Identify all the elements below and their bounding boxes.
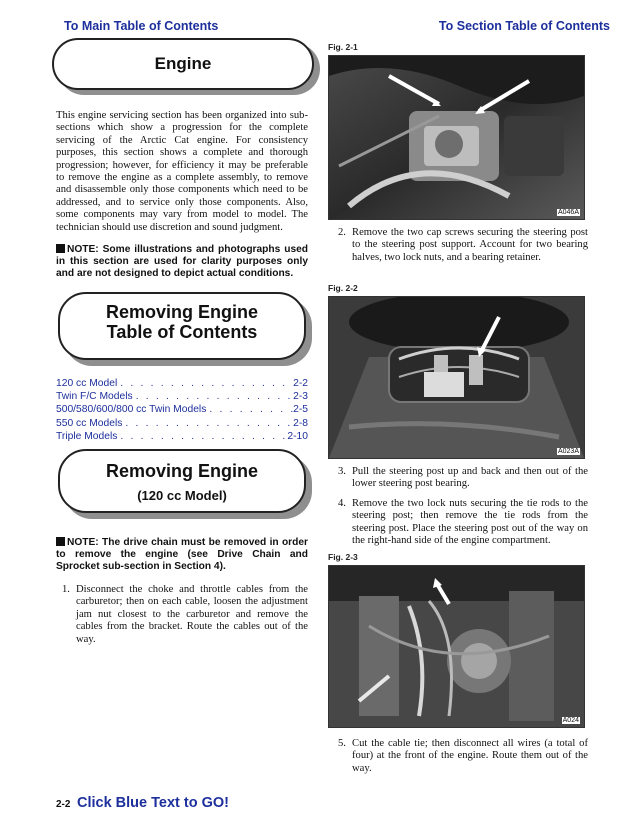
step-number: 5. xyxy=(338,738,346,749)
fig-2-1-code: A046A xyxy=(557,209,579,216)
toc-leader xyxy=(206,403,293,416)
toc-item-page: 2-10 xyxy=(287,430,308,442)
step-number: 3. xyxy=(338,466,346,477)
step-2 xyxy=(338,227,588,264)
removing-toc-heading-box xyxy=(58,292,306,360)
fig-2-3-code: A024 xyxy=(562,717,579,724)
removing-120-heading-box xyxy=(58,449,306,513)
toc-leader xyxy=(117,430,287,443)
intro-paragraph: This engine servicing section has been organized into sub-sections which show a progression for the complete servicing of the Arctic Cat engine. For consistency purposes, this section shows a complete and thorough progression; however, for efficiency it may be preferable to remove the engine as a complete assembly, to remove and disassemble only those components which need to be addressed, and to service only those components. Also, some components may vary from model to model. The technician should use discretion and sound judgment. xyxy=(56,110,308,233)
removing-120-heading-line1: Removing Engine xyxy=(105,461,258,481)
toc-item-label: 550 cc Models xyxy=(56,417,123,429)
toc-leader xyxy=(117,377,293,390)
toc-item-twin-models[interactable] xyxy=(56,403,308,416)
fig-2-1-photo xyxy=(328,55,585,220)
note-illustrations-text: NOTE: Some illustrations and photographs used in this section are used for clarity purposes only and are not designed to depict actual conditions. xyxy=(56,244,308,279)
main-toc-link[interactable]: To Main Table of Contents xyxy=(64,19,219,33)
toc-item-twin-fc[interactable] xyxy=(56,390,308,403)
toc-item-triple[interactable] xyxy=(56,430,308,443)
page-number: 2-2 xyxy=(56,799,71,810)
engine-heading-box xyxy=(52,38,314,90)
note-square-icon xyxy=(56,537,65,546)
removing-toc-heading-line2: Table of Contents xyxy=(106,322,258,342)
section-toc-link[interactable]: To Section Table of Contents xyxy=(438,19,610,33)
removing-120-heading-line2: (120 cc Model) xyxy=(137,488,227,503)
toc-item-page: 2-8 xyxy=(293,417,308,429)
toc-item-label: 500/580/600/800 cc Twin Models xyxy=(56,404,207,416)
toc-item-page: 2-2 xyxy=(293,378,308,389)
note-drive-chain-text: NOTE: The drive chain must be removed in order to remove the engine (see Drive Chain and Sprocket sub-section in Section 4). xyxy=(56,537,308,572)
fig-2-2-code: A023A xyxy=(557,448,579,455)
toc-leader xyxy=(133,390,293,403)
engine-heading: Engine xyxy=(154,54,212,73)
step-4 xyxy=(338,498,588,548)
note-drive-chain xyxy=(56,537,308,573)
step-text: Remove the two lock nuts securing the tie rods to the steering post; then remove the tie rods from the steering post. Place the steering post out of the way on the right-hand side of the engine compartment. xyxy=(352,498,588,547)
step-number: 1. xyxy=(62,584,70,595)
step-number: 2. xyxy=(338,227,346,238)
toc-item-label: 120 cc Model xyxy=(56,378,118,389)
step-3 xyxy=(338,466,588,491)
removing-toc-heading-line1: Removing Engine xyxy=(105,302,258,322)
step-text: Pull the steering post up and back and then out of the lower steering post bearing. xyxy=(352,466,588,490)
note-square-icon xyxy=(56,244,65,253)
removing-engine-toc xyxy=(56,377,308,443)
toc-item-550cc[interactable] xyxy=(56,417,308,430)
step-text: Disconnect the choke and throttle cables from the carburetor; then on each cable, loosen the adjustment jam nut closest to the carburetor and remove the cables from the bracket. Route the cables out of the way. xyxy=(76,584,308,645)
toc-leader xyxy=(122,417,293,430)
toc-item-label: Twin F/C Models xyxy=(56,391,133,403)
fig-2-3-photo xyxy=(328,565,585,728)
fig-2-1-label: Fig. 2-1 xyxy=(328,42,358,52)
fig-2-2-label: Fig. 2-2 xyxy=(328,283,358,293)
step-1 xyxy=(62,584,308,646)
step-text: Cut the cable tie; then disconnect all wires (a total of four) at the front of the engine. Route them out of the way. xyxy=(352,738,588,774)
fig-2-2-photo xyxy=(328,296,585,459)
toc-item-label: Triple Models xyxy=(56,430,118,442)
note-illustrations xyxy=(56,244,308,280)
toc-item-page: 2-3 xyxy=(293,391,308,403)
click-blue-text-link[interactable]: Click Blue Text to GO! xyxy=(77,795,230,811)
toc-item-120cc[interactable] xyxy=(56,377,308,390)
step-number: 4. xyxy=(338,498,346,509)
step-text: Remove the two cap screws securing the steering post to the steering post support. Account for two bearing halves, two lock nuts, and a bearing retainer. xyxy=(352,227,588,263)
step-5 xyxy=(338,738,588,775)
fig-2-3-label: Fig. 2-3 xyxy=(328,552,358,562)
toc-item-page: 2-5 xyxy=(293,404,308,416)
